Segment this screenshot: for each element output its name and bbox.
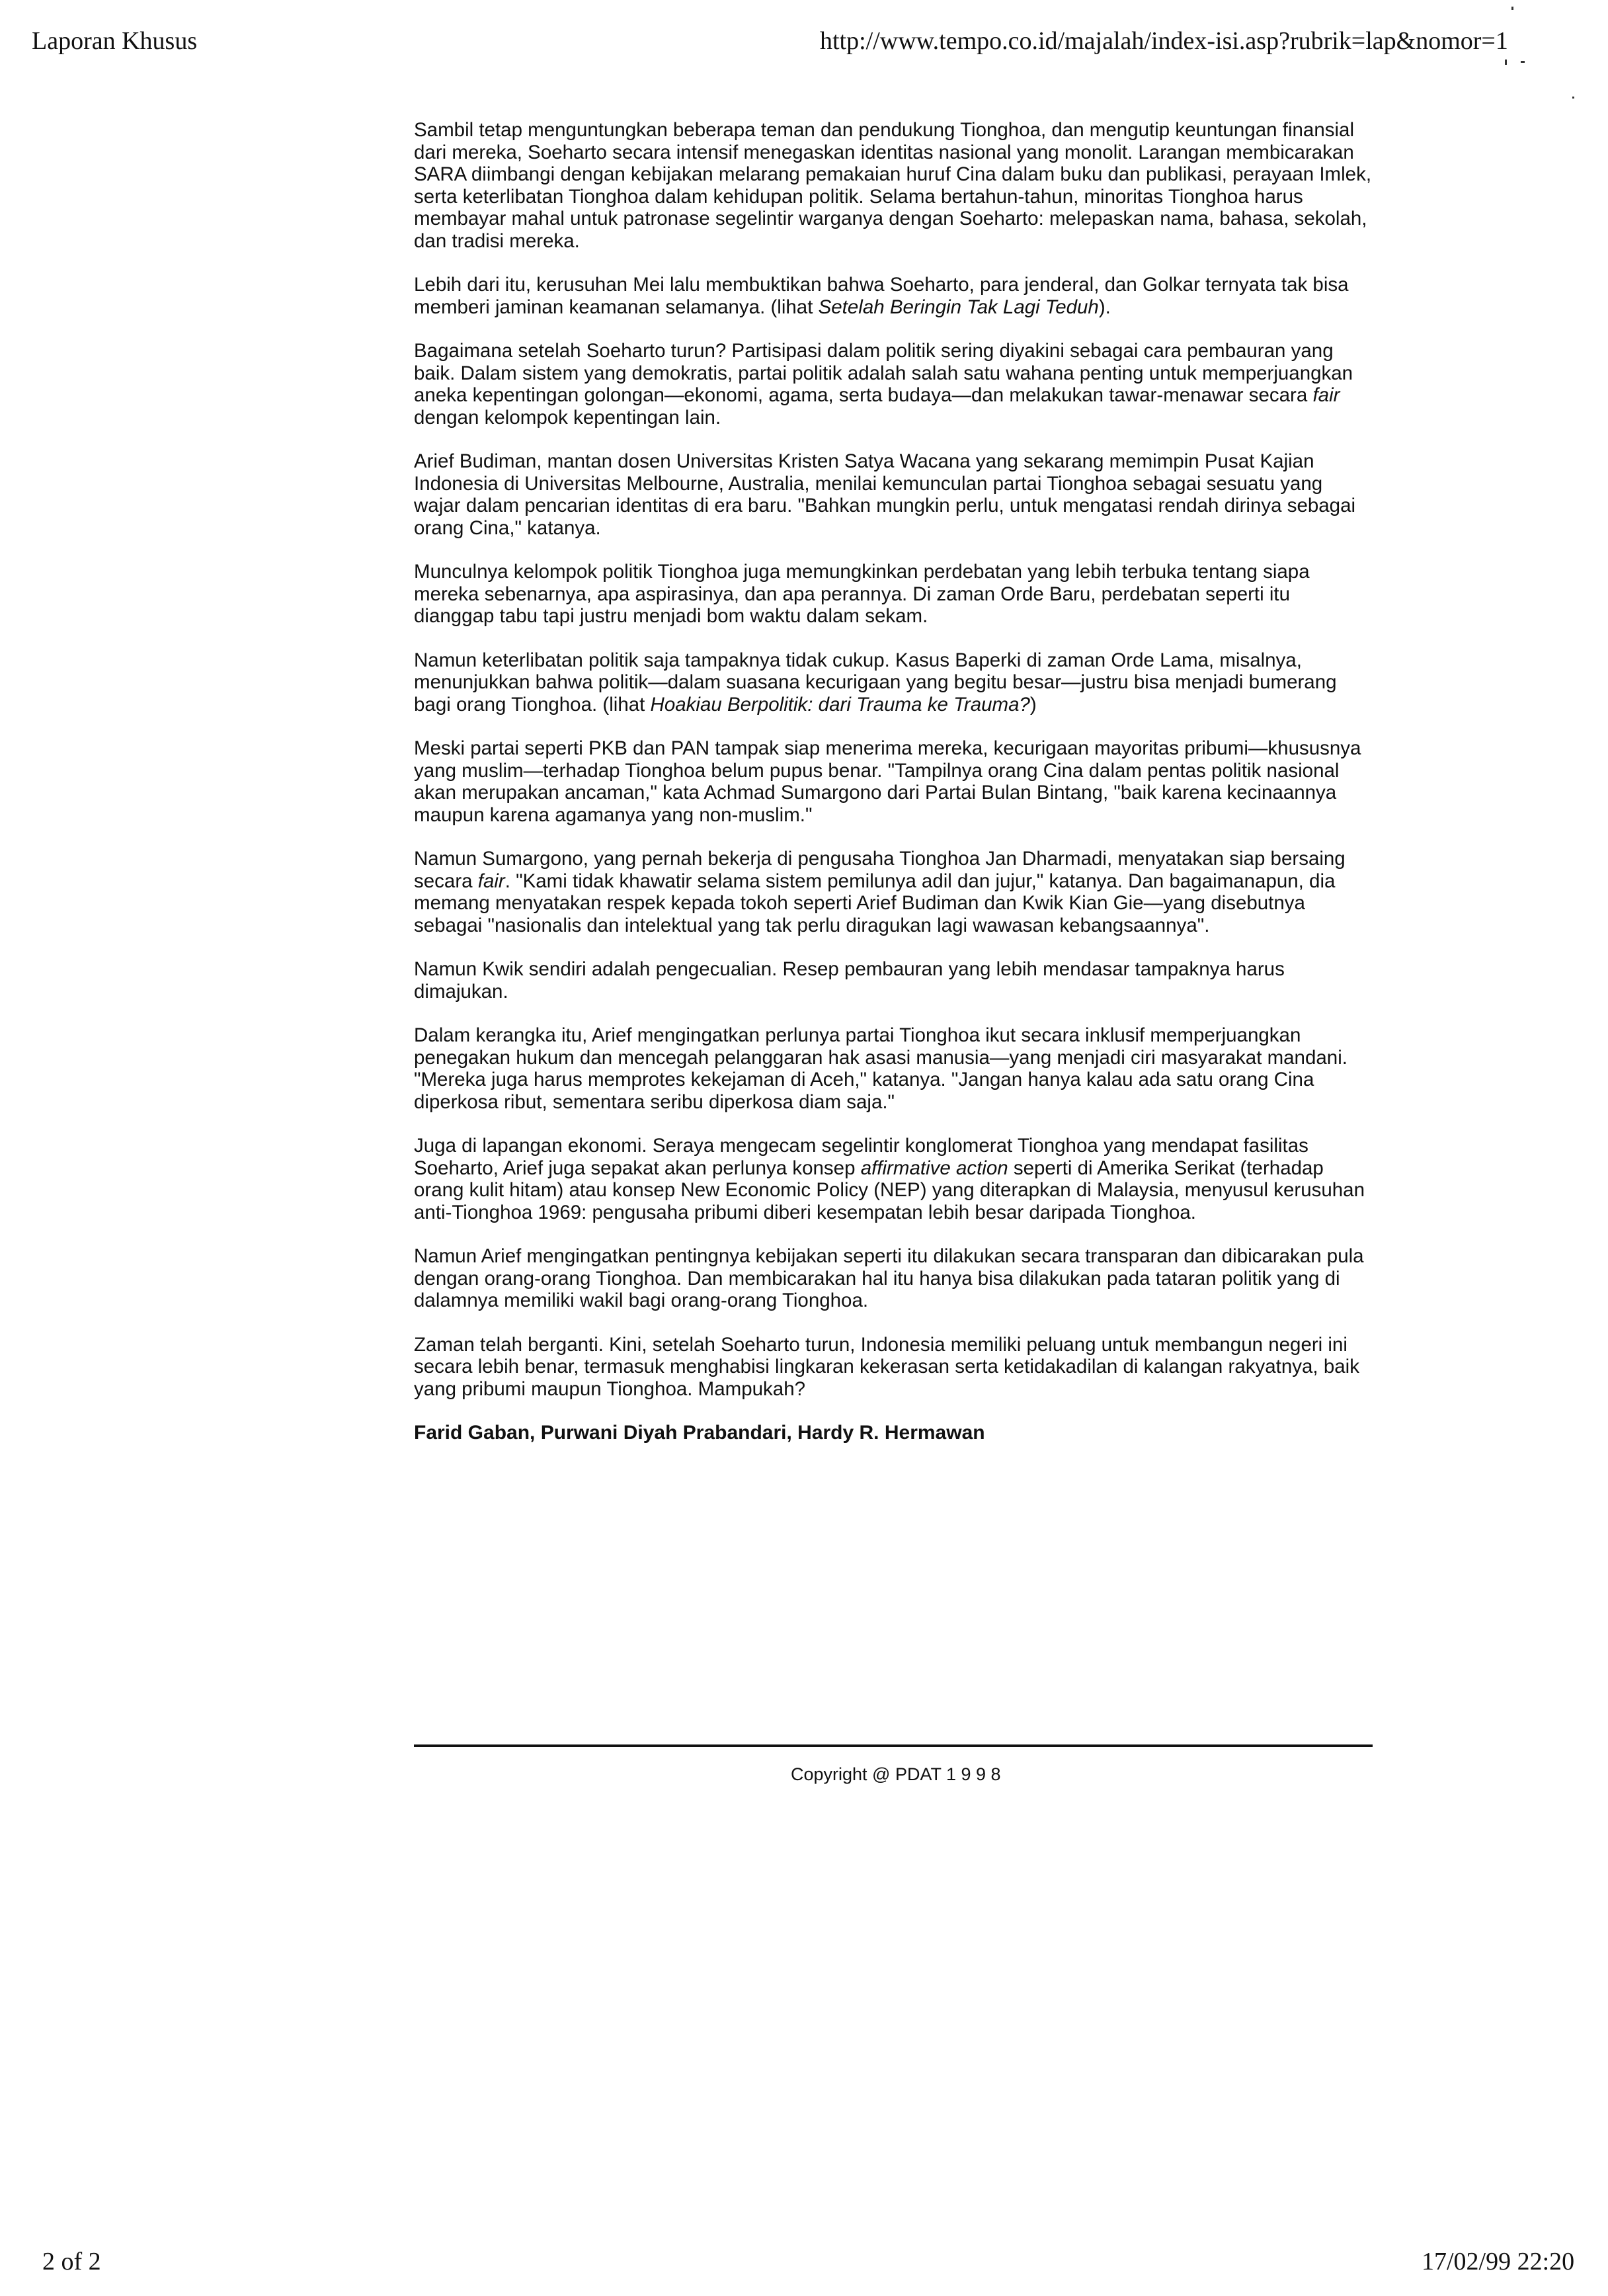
- scan-speck: [1511, 7, 1513, 10]
- scan-speck: [1572, 97, 1574, 99]
- scan-speck: [1521, 61, 1525, 63]
- article-paragraph: Munculnya kelompok politik Tionghoa juga memungkinkan perdebatan yang lebih terbuka tentang siapa mereka sebenarnya, apa aspirasinya, dan apa perannya. Di zaman Orde Baru, perdebatan seperti itu dianggap tabu tapi justru menjadi bom waktu dalam sekam.: [414, 561, 1310, 627]
- article-paragraph: Meski partai seperti PKB dan PAN tampak siap menerima mereka, kecurigaan mayoritas pribumi—khususnya yang muslim—terhadap Tionghoa belum pupus benar. "Tampilnya orang Cina dalam pentas politik nasional akan merupakan ancaman," kata Achmad Sumargono dari Partai Bulan Bintang, "baik karena kecinaannya maupun karena agamanya yang non-muslim.": [414, 737, 1361, 826]
- article-paragraph: Zaman telah berganti. Kini, setelah Soeharto turun, Indonesia memiliki peluang untuk membangun negeri ini secara lebih benar, termasuk menghabisi lingkaran kekerasan serta ketidakadilan di kalangan rakyatnya, baik yang pribumi maupun Tionghoa. Mampukah?: [414, 1333, 1359, 1400]
- copyright-notice: Copyright @ PDAT 1 9 9 8: [791, 1764, 1001, 1784]
- article-paragraph: Bagaimana setelah Soeharto turun? Partisipasi dalam politik sering diyakini sebagai cara pembauran yang baik. Dalam sistem yang demokratis, partai politik adalah salah satu wahana penting untuk memperjuangkan aneka kepentingan golongan—ekonomi, agama, serta budaya—dan melakukan tawar-menawar secara fair dengan kelompok kepentingan lain.: [414, 340, 1353, 429]
- article-paragraph: Namun Kwik sendiri adalah pengecualian. Resep pembauran yang lebih mendasar tampaknya harus dimajukan.: [414, 958, 1285, 1003]
- header-url: http://www.tempo.co.id/majalah/index-isi.asp?rubrik=lap&nomor=1: [820, 27, 1508, 55]
- italic-term: fair: [1312, 384, 1340, 406]
- italic-term: affirmative action: [860, 1157, 1008, 1179]
- italic-term: fair: [477, 870, 505, 892]
- page-number: 2 of 2: [42, 2248, 101, 2276]
- divider-rule: [414, 1744, 1373, 1747]
- byline: Farid Gaban, Purwani Diyah Prabandari, Hardy R. Hermawan: [414, 1422, 985, 1444]
- article-link-title: Setelah Beringin Tak Lagi Teduh: [818, 296, 1099, 318]
- article-paragraph: Namun Sumargono, yang pernah bekerja di pengusaha Tionghoa Jan Dharmadi, menyatakan siap bersaing secara fair. "Kami tidak khawatir selama sistem pemilunya adil dan jujur," katanya. Dan bagaimanapun, dia memang menyatakan respek kepada tokoh seperti Arief Budiman dan Kwik Kian Gie—yang disebutnya sebagai "nasionalis dan intelektual yang tak perlu diragukan lagi wawasan kebangsaannya".: [414, 848, 1346, 936]
- article-paragraph: Juga di lapangan ekonomi. Seraya mengecam segelintir konglomerat Tionghoa yang mendapat fasilitas Soeharto, Arief juga sepakat akan perlunya konsep affirmative action seperti di Amerika Serikat (terhadap orang kulit hitam) atau konsep New Economic Policy (NEP) yang diterapkan di Malaysia, menyusul kerusuhan anti-Tionghoa 1969: pengusaha pribumi diberi kesempatan lebih besar daripada Tionghoa.: [414, 1135, 1365, 1223]
- article-paragraph: Lebih dari itu, kerusuhan Mei lalu membuktikan bahwa Soeharto, para jenderal, dan Golkar ternyata tak bisa memberi jaminan keamanan selamanya. (lihat Setelah Beringin Tak Lagi Teduh).: [414, 274, 1349, 318]
- article-paragraph: Arief Budiman, mantan dosen Universitas Kristen Satya Wacana yang sekarang memimpin Pusat Kajian Indonesia di Universitas Melbourne, Australia, menilai kemunculan partai Tionghoa sebagai sesuatu yang wajar dalam pencarian identitas di era baru. "Bahkan mungkin perlu, untuk mengatasi rendah dirinya sebagai orang Cina," katanya.: [414, 450, 1356, 539]
- article-paragraph: Namun keterlibatan politik saja tampaknya tidak cukup. Kasus Baperki di zaman Orde Lama, misalnya, menunjukkan bahwa politik—dalam suasana kecurigaan yang begitu besar—justru bisa menjadi bumerang bagi orang Tionghoa. (lihat Hoakiau Berpolitik: dari Trauma ke Trauma?): [414, 649, 1337, 716]
- article-paragraph: Namun Arief mengingatkan pentingnya kebijakan seperti itu dilakukan secara transparan dan dibicarakan pula dengan orang-orang Tionghoa. Dan membicarakan hal itu hanya bisa dilakukan pada tataran politik yang di dalamnya memiliki wakil bagi orang-orang Tionghoa.: [414, 1245, 1364, 1311]
- scan-speck: [1505, 60, 1507, 65]
- article-body: [414, 119, 1373, 1466]
- header-section-title: Laporan Khusus: [32, 27, 198, 55]
- article-paragraph: Sambil tetap menguntungkan beberapa teman dan pendukung Tionghoa, dan mengutip keuntungan finansial dari mereka, Soeharto secara intensif menegaskan identitas nasional yang monolit. Larangan membicarakan SARA diimbangi dengan kebijakan melarang pemakaian huruf Cina dalam buku dan publikasi, perayaan Imlek, serta keterlibatan Tionghoa dalam kehidupan politik. Selama bertahun-tahun, minoritas Tionghoa harus membayar mahal untuk patronase segelintir warganya dengan Soeharto: melepaskan nama, bahasa, sekolah, dan tradisi mereka.: [414, 119, 1372, 252]
- article-paragraph: Dalam kerangka itu, Arief mengingatkan perlunya partai Tionghoa ikut secara inklusif memperjuangkan penegakan hukum dan mencegah pelanggaran hak asasi manusia—yang menjadi ciri masyarakat mandani. "Mereka juga harus memprotes kekejaman di Aceh," katanya. "Jangan hanya kalau ada satu orang Cina diperkosa ribut, sementara seribu diperkosa diam saja.": [414, 1024, 1347, 1113]
- print-timestamp: 17/02/99 22:20: [1422, 2248, 1575, 2276]
- article-link-title: Hoakiau Berpolitik: dari Trauma ke Trauma?: [650, 693, 1030, 716]
